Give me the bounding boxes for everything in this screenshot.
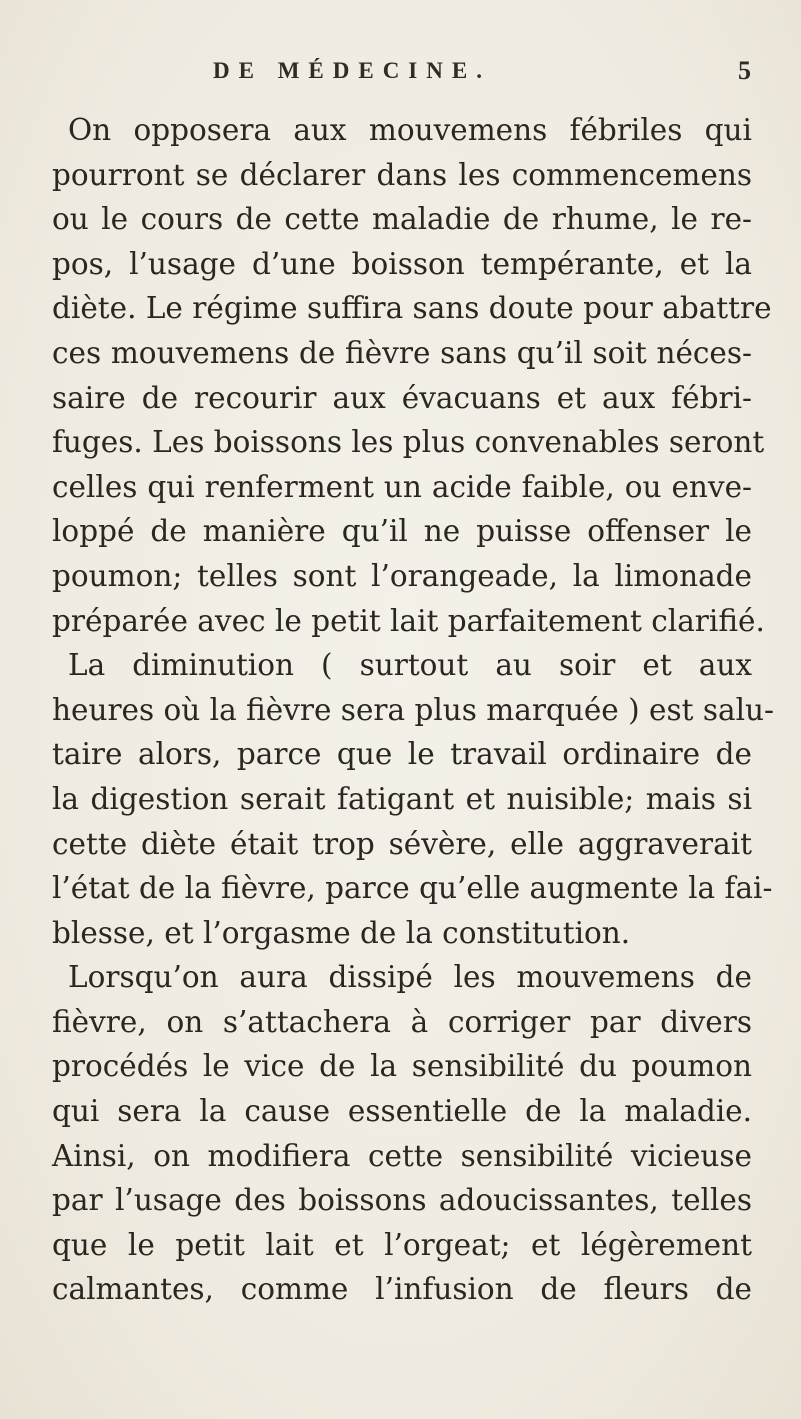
text-line: poumon; telles sont l’orangeade, la limonade [52, 558, 752, 593]
text-line: heures où la fièvre sera plus marquée ) est salu- [52, 692, 774, 727]
text-line: taire alors, parce que le travail ordinaire de [52, 737, 752, 772]
text-line: qui sera la cause essentielle de la maladie. [52, 1094, 752, 1129]
text-line: Ainsi, on modifiera cette sensibilité vicieuse [52, 1138, 752, 1173]
text-line: La diminution ( surtout au soir et aux [68, 648, 752, 683]
text-line: cette diète était trop sévère, elle aggraverait [52, 826, 752, 861]
text-line: que le petit lait et l’orgeat; et légèrement [52, 1227, 752, 1262]
running-title: DE MÉDECINE. [213, 58, 491, 83]
text-line: ces mouvemens de fièvre sans qu’il soit néces- [52, 335, 752, 370]
text-line: diète. Le régime suffira sans doute pour abattre [52, 291, 772, 326]
text-line: blesse, et l’orgasme de la constitution. [52, 915, 631, 950]
text-line: procédés le vice de la sensibilité du poumon [52, 1049, 752, 1084]
text-line: On opposera aux mouvemens fébriles qui [68, 113, 752, 147]
text-line: ou le cours de cette maladie de rhume, le re- [52, 202, 752, 237]
text-line: fuges. Les boissons les plus convenables seront [52, 425, 765, 460]
page-number: 5 [738, 56, 751, 85]
text-line: l’état de la fièvre, parce qu’elle augmente la fai- [52, 871, 773, 906]
text-line: pourront se déclarer dans les commencemens [52, 157, 752, 192]
body-text [52, 108, 774, 1312]
text-line: loppé de manière qu’il ne puisse offenser le [52, 514, 752, 549]
text-line: pos, l’usage d’une boisson tempérante, et la [52, 246, 752, 281]
text-line: préparée avec le petit lait parfaitement clarifié. [52, 603, 765, 638]
text-line: calmantes, comme l’infusion de fleurs de [52, 1272, 752, 1307]
text-line: celles qui renferment un acide faible, ou enve- [52, 469, 752, 504]
text-line: fièvre, on s’attachera à corriger par divers [52, 1004, 752, 1039]
text-line: la digestion serait fatigant et nuisible; mais si [52, 781, 752, 816]
text-line: saire de recourir aux évacuans et aux fébri- [52, 380, 752, 415]
text-line: par l’usage des boissons adoucissantes, telles [52, 1183, 752, 1218]
text-line: Lorsqu’on aura dissipé les mouvemens de [68, 960, 752, 995]
